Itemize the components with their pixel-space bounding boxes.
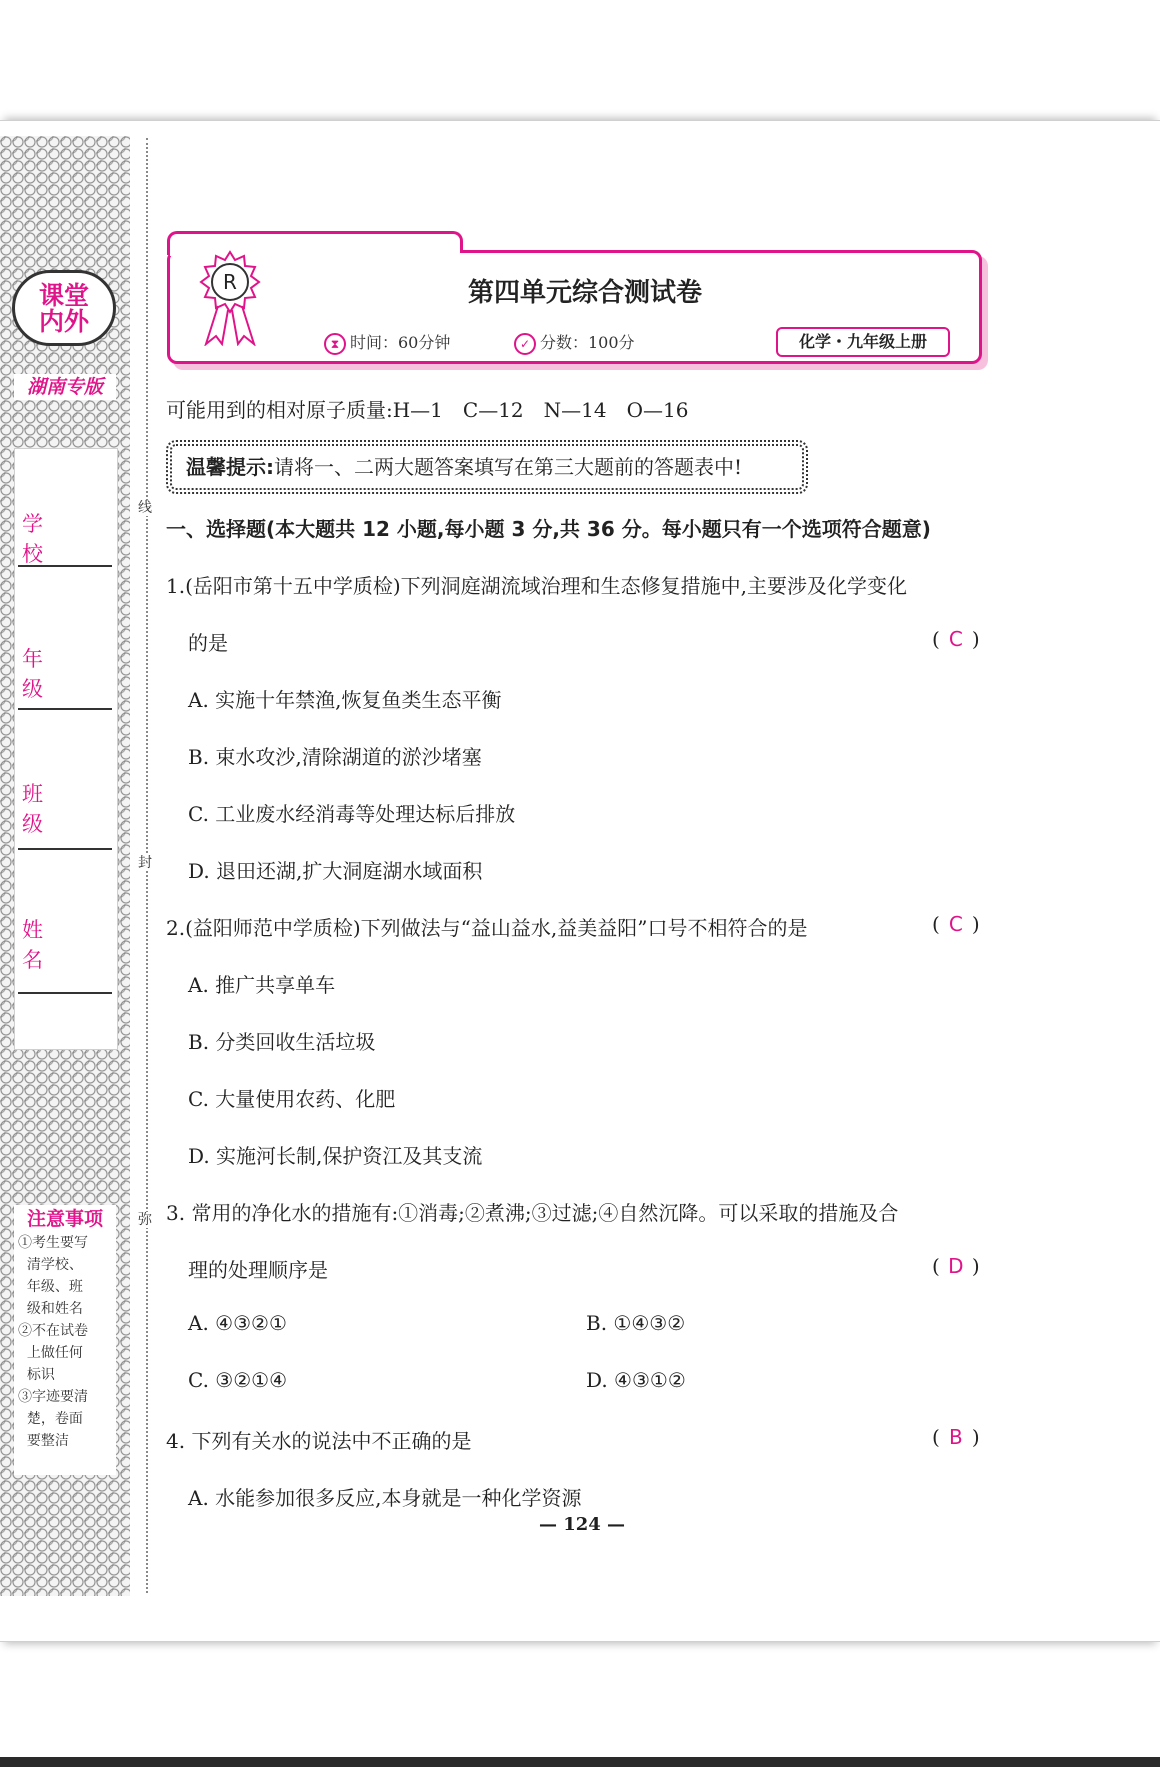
answer-1: C bbox=[948, 627, 963, 651]
answer-3: D bbox=[948, 1254, 964, 1278]
note-line: 楚，卷面 bbox=[18, 1411, 83, 1427]
question-1-stem: 1.(岳阳市第十五中学质检)下列洞庭湖流域治理和生态修复措施中,主要涉及化学变化 bbox=[166, 574, 908, 598]
note-line: ③字迹要清 bbox=[18, 1389, 88, 1405]
cut-char-line: 线 bbox=[138, 500, 152, 516]
grade-field-label: 年 级 bbox=[22, 647, 61, 701]
option: B. 分类回收生活垃圾 bbox=[188, 1030, 376, 1054]
answer-slot-1 bbox=[932, 627, 980, 651]
option: A. ④③②① bbox=[188, 1311, 287, 1335]
option: B. ①④③② bbox=[586, 1311, 686, 1335]
note-line: ①考生要写 bbox=[18, 1235, 88, 1251]
note-line: 清学校、 bbox=[18, 1257, 83, 1273]
paren: ( bbox=[932, 1254, 940, 1278]
atomic-masses: 可能用到的相对原子质量:H—1 C—12 N—14 O—16 bbox=[166, 398, 689, 422]
name-field-label: 姓 名 bbox=[22, 918, 61, 972]
option: D. ④③①② bbox=[586, 1368, 686, 1392]
grade-field-line bbox=[18, 708, 112, 710]
question-4-stem: 4. 下列有关水的说法中不正确的是 bbox=[166, 1429, 472, 1453]
award-ribbon-icon bbox=[196, 250, 264, 346]
answer-2: C bbox=[948, 912, 963, 936]
question-3-stem-cont: 理的处理顺序是 bbox=[188, 1258, 328, 1282]
answer-slot-4 bbox=[932, 1425, 980, 1449]
score-info bbox=[514, 330, 635, 355]
option: C. ③②①④ bbox=[188, 1368, 288, 1392]
answer-4: B bbox=[948, 1425, 963, 1449]
paren: ) bbox=[971, 1254, 980, 1278]
question-3-stem: 3. 常用的净化水的措施有:①消毒;②煮沸;③过滤;④自然沉降。可以采取的措施及合 bbox=[166, 1201, 899, 1225]
note-line: 级和姓名 bbox=[18, 1301, 83, 1317]
brand-logo bbox=[12, 270, 116, 346]
cut-char-mi: 弥 bbox=[138, 1212, 152, 1228]
paren: ) bbox=[971, 627, 980, 651]
logo-line-2: 内外 bbox=[38, 307, 89, 336]
note-line: 年级、班 bbox=[18, 1279, 83, 1295]
school-field-line bbox=[18, 565, 112, 567]
option: D. 退田还湖,扩大洞庭湖水域面积 bbox=[188, 859, 483, 883]
viewer-bottom-bar bbox=[0, 1757, 1160, 1767]
badge-letter: R bbox=[223, 270, 237, 294]
edition-label: 湖南专版 bbox=[14, 374, 116, 400]
note-line: ②不在试卷 bbox=[18, 1323, 88, 1339]
option: A. 水能参加很多反应,本身就是一种化学资源 bbox=[188, 1486, 582, 1510]
cut-char-seal: 封 bbox=[138, 855, 152, 871]
reminder-text: 请将一、二两大题答案填写在第三大题前的答题表中! bbox=[274, 455, 743, 479]
option: C. 大量使用农药、化肥 bbox=[188, 1087, 396, 1111]
paren: ( bbox=[932, 627, 940, 651]
hourglass-icon: ⧗ bbox=[324, 333, 346, 355]
paren: ( bbox=[932, 1425, 940, 1449]
answer-slot-2 bbox=[932, 912, 980, 936]
notes-panel bbox=[14, 1205, 116, 1475]
option: A. 推广共享单车 bbox=[188, 973, 336, 997]
page-title: 第四单元综合测试卷 bbox=[467, 278, 702, 308]
question-1-stem-cont: 的是 bbox=[188, 631, 228, 655]
paren: ( bbox=[932, 912, 940, 936]
option: A. 实施十年禁渔,恢复鱼类生态平衡 bbox=[188, 688, 502, 712]
answer-slot-3 bbox=[932, 1254, 980, 1278]
section-heading: 一、选择题(本大题共 12 小题,每小题 3 分,共 36 分。每小题只有一个选项符合题意) bbox=[166, 517, 931, 541]
paren: ) bbox=[971, 912, 980, 936]
notes-title: 注意事项 bbox=[26, 1208, 103, 1230]
checkmark-icon: ✓ bbox=[514, 333, 536, 355]
class-field-label: 班 级 bbox=[22, 782, 61, 836]
time-info bbox=[324, 330, 450, 355]
option: D. 实施河长制,保护资江及其支流 bbox=[188, 1144, 483, 1168]
page-number: — 124 — bbox=[538, 1514, 626, 1535]
note-line: 标识 bbox=[18, 1367, 55, 1383]
reminder-label: 温馨提示: bbox=[186, 455, 274, 479]
time-label: 时间：60分钟 bbox=[350, 333, 451, 352]
option: C. 工业废水经消毒等处理达标后排放 bbox=[188, 802, 516, 826]
option: B. 束水攻沙,清除湖道的淤沙堵塞 bbox=[188, 745, 482, 769]
logo-line-1: 课堂 bbox=[38, 281, 89, 310]
note-line: 上做任何 bbox=[18, 1345, 83, 1361]
question-2-stem: 2.(益阳师范中学质检)下列做法与“益山益水,益美益阳”口号不相符合的是 bbox=[166, 916, 808, 940]
subject-badge: 化学・九年级上册 bbox=[776, 327, 950, 357]
reminder-box bbox=[170, 444, 804, 490]
name-field-line bbox=[18, 992, 112, 994]
school-field-label: 学 校 bbox=[22, 512, 61, 566]
class-field-line bbox=[18, 848, 112, 850]
paren: ) bbox=[971, 1425, 980, 1449]
score-label: 分数：100分 bbox=[540, 333, 635, 352]
note-line: 要整洁 bbox=[18, 1433, 69, 1449]
